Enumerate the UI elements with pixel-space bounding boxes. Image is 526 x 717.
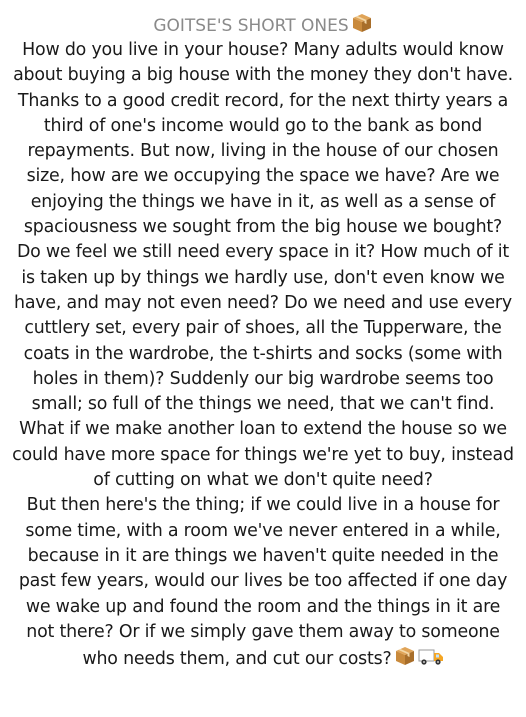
delivery-truck-icon <box>418 645 444 667</box>
post-title <box>12 12 514 38</box>
package-icon <box>394 645 416 667</box>
paragraph-1: How do you live in your house? Many adults would know about buying a big house with the money they don't have. Thanks to a good credit record, for the next thirty years a third of one's income would go to the bank as bond repayments. But now, living in the house of our chosen size, how are we occupying the space we have? Are we enjoying the things we have in it, as well as a sense of spaciousness we sought from the big house we bought? Do we feel we still need every space in it? How much of it is taken up by things we hardly use, don't even know we have, and may not even need? Do we need and use every cuttlery set, every pair of shoes, all the Tupperware, the coats in the wardrobe, the t-shirts and socks (some with holes in them)? Suddenly our big wardrobe seems too small; so full of the things we need, that we can't find. What if we make another loan to extend the house so we could have more space for things we're yet to buy, instead of cutting on what we don't quite need? <box>12 40 514 491</box>
paragraph-2 <box>12 493 514 672</box>
paragraph-2-text: But then here's the thing; if we could live in a house for some time, with a room we've never entered in a while, because in it are things we haven't quite needed in the past few years, would our lives be too affected if one day we wake up and found the room and the things in it are not there? Or if we simply gave them away to someone who needs them, and cut our costs? <box>18 495 508 670</box>
package-icon <box>351 12 373 34</box>
post-title-text: GOITSE'S SHORT ONES <box>153 16 349 36</box>
